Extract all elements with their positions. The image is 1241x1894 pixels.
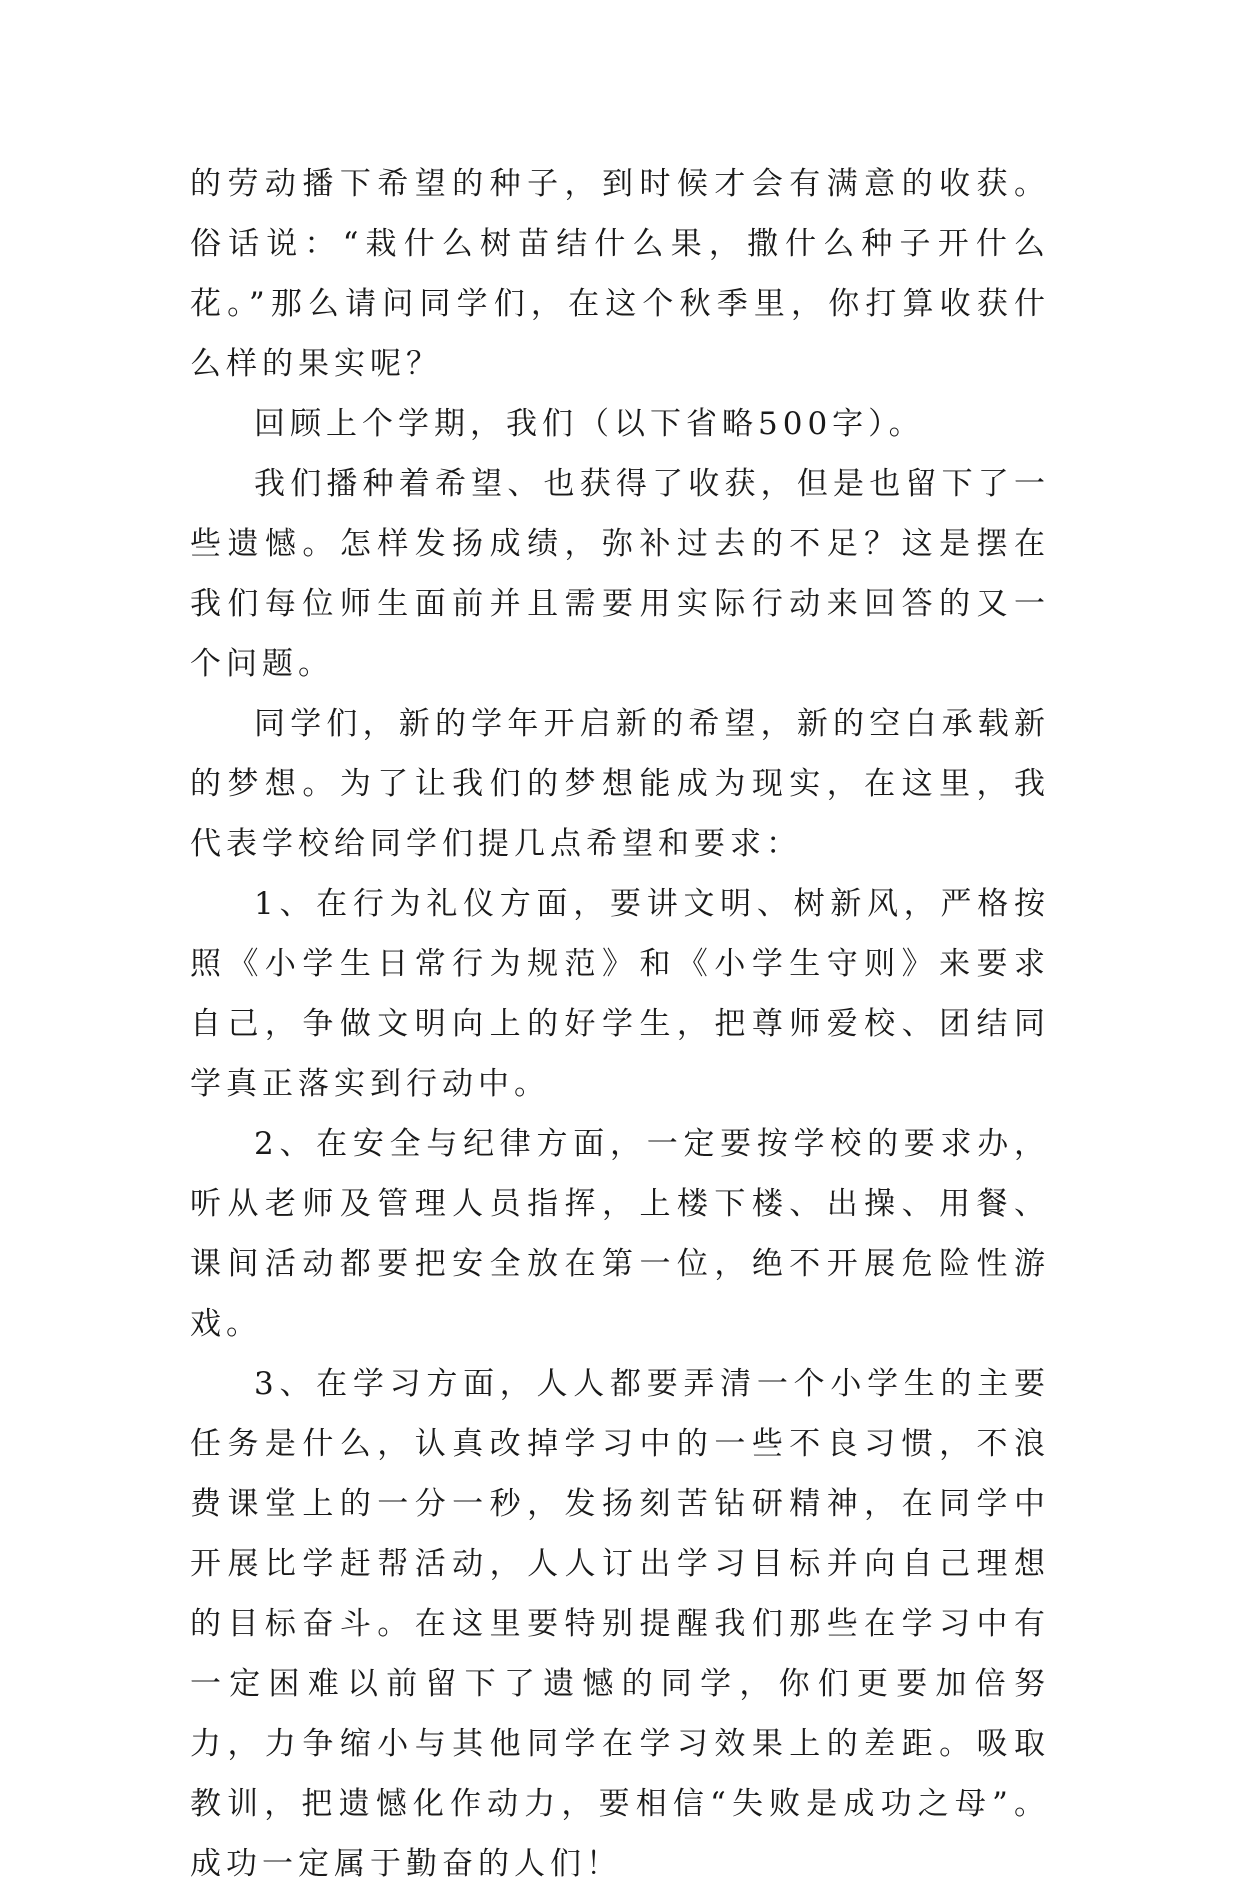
paragraph-4: 同学们，新的学年开启新的希望，新的空白承载新的梦想。为了让我们的梦想能成为现实，在这里，我代表学校给同学们提几点希望和要求： — [190, 706, 1050, 862]
paragraph-5: 1、在行为礼仪方面，要讲文明、树新风，严格按照《小学生日常行为规范》和《小学生守则》来要求自己，争做文明向上的好学生，把尊师爱校、团结同学真正落实到行动中。 — [190, 886, 1050, 1102]
paragraph-3: 我们播种着希望、也获得了收获，但是也留下了一些遗憾。怎样发扬成绩，弥补过去的不足？这是摆在我们每位师生面前并且需要用实际行动来回答的又一个问题。 — [190, 466, 1050, 682]
paragraph-7: 3、在学习方面，人人都要弄清一个小学生的主要任务是什么，认真改掉学习中的一些不良习惯，不浪费课堂上的一分一秒，发扬刻苦钻研精神，在同学中开展比学赶帮活动，人人订出学习目标并向自己理想的目标奋斗。在这里要特别提醒我们那些在学习中有一定困难以前留下了遗憾的同学，你们更要加倍努力，力争缩小与其他同学在学习效果上的差距。吸取教训，把遗憾化作动力，要相信“失败是成功之母”。成功一定属于勤奋的人们！ — [190, 1366, 1050, 1882]
paragraph-1: 的劳动播下希望的种子，到时候才会有满意的收获。俗话说：“栽什么树苗结什么果，撒什么种子开什么花。”那么请问同学们，在这个秋季里，你打算收获什么样的果实呢？ — [190, 166, 1050, 382]
paragraph-6: 2、在安全与纪律方面，一定要按学校的要求办，听从老师及管理人员指挥，上楼下楼、出操、用餐、课间活动都要把安全放在第一位，绝不开展危险性游戏。 — [190, 1126, 1050, 1342]
paragraph-2: 回顾上个学期，我们（以下省略500字）。 — [254, 406, 925, 442]
document-body — [190, 154, 1050, 1894]
